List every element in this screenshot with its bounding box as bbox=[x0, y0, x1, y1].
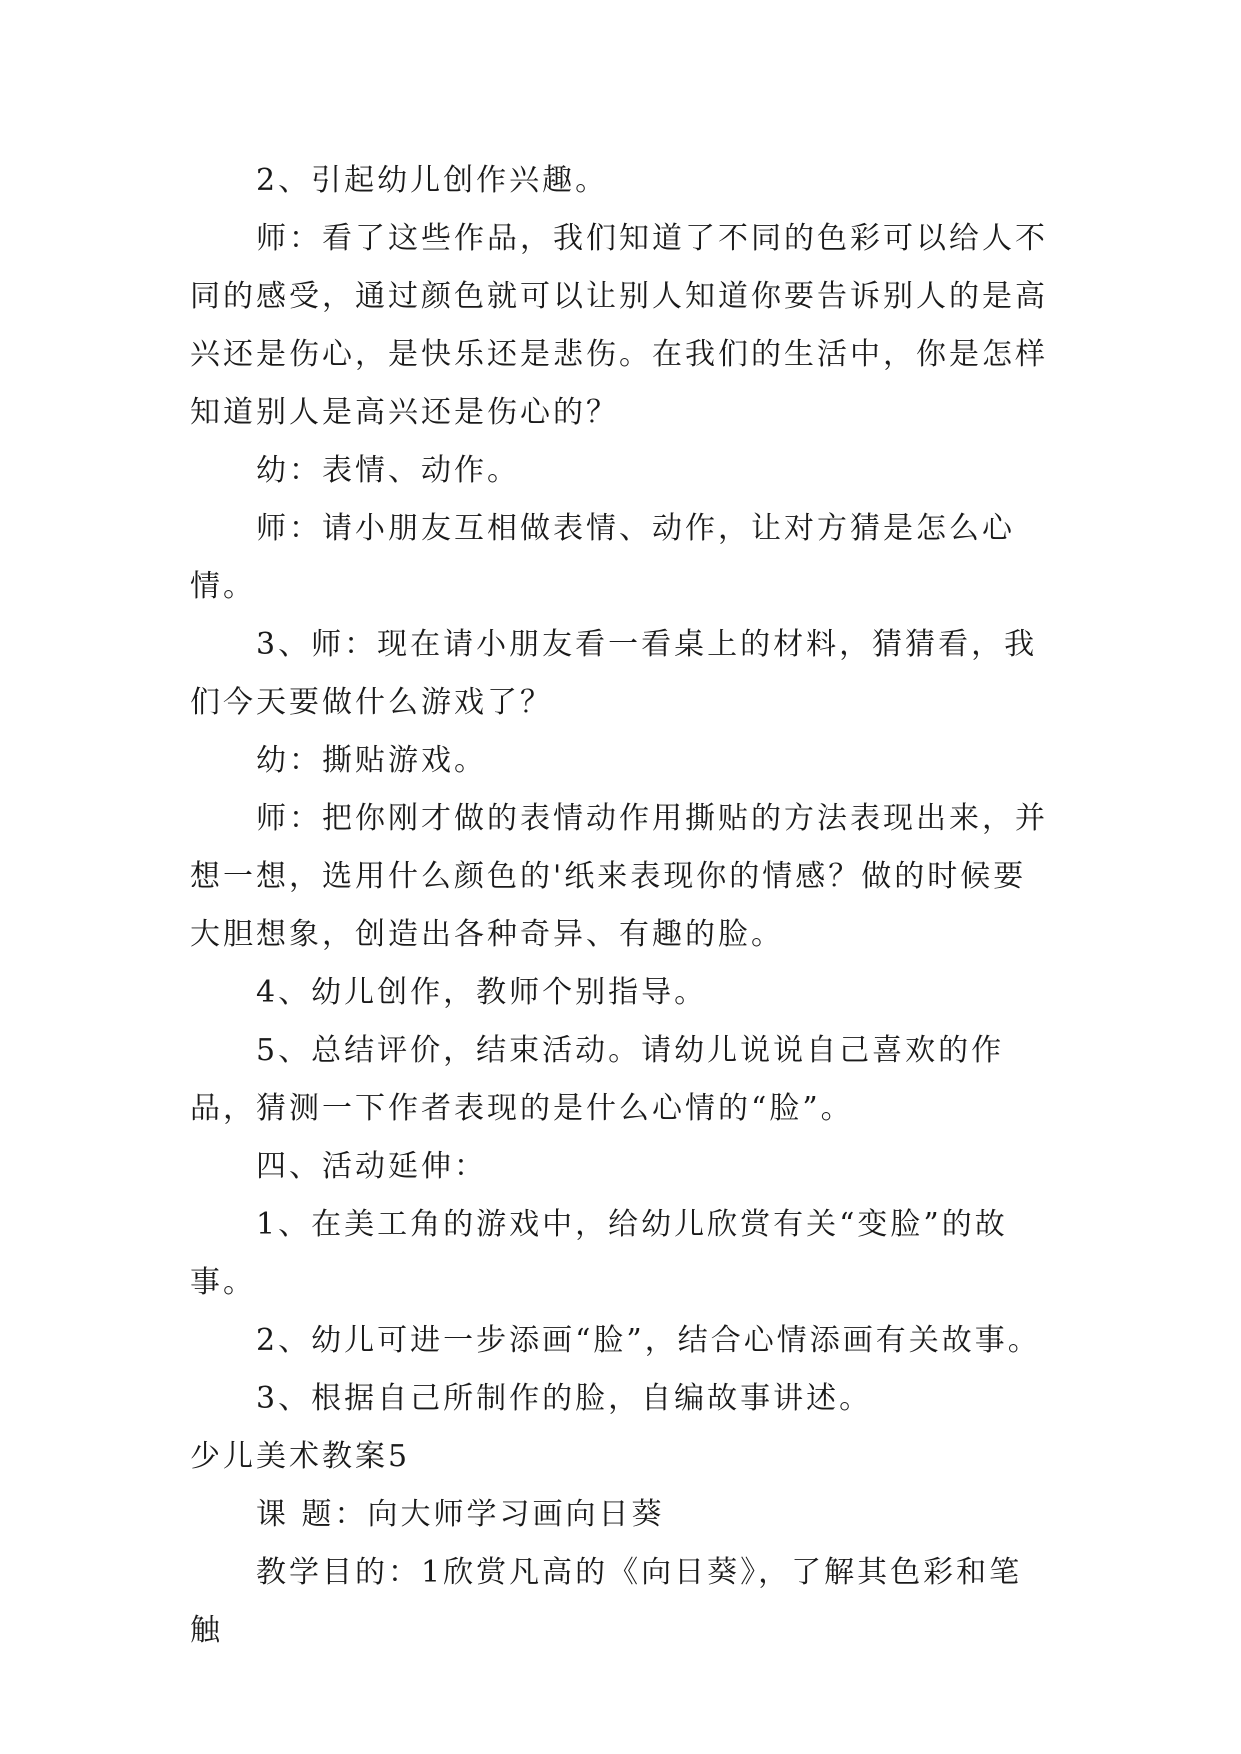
paragraph: 2、引起幼儿创作兴趣。 bbox=[256, 163, 609, 198]
paragraph: 5、总结评价，结束活动。请幼儿说说自己喜欢的作品，猜测一下作者表现的是什么心情的“脸”。 bbox=[190, 1033, 1005, 1126]
paragraph: 师：看了这些作品，我们知道了不同的色彩可以给人不同的感受，通过颜色就可以让别人知道你要告诉别人的是高兴还是伤心，是快乐还是悲伤。在我们的生活中，你是怎样知道别人是高兴还是伤心的？ bbox=[190, 221, 1048, 430]
document-title: 少儿美术教案5 bbox=[190, 1439, 411, 1474]
paragraph: 课 题：向大师学习画向日葵 bbox=[256, 1497, 665, 1532]
paragraph: 幼：撕贴游戏。 bbox=[256, 743, 487, 778]
paragraph: 师：把你刚才做的表情动作用撕贴的方法表现出来，并想一想，选用什么颜色的'纸来表现你的情感？做的时候要大胆想象，创造出各种奇异、有趣的脸。 bbox=[190, 801, 1048, 952]
document-body bbox=[190, 152, 1050, 1660]
paragraph: 3、根据自己所制作的脸，自编故事讲述。 bbox=[256, 1381, 873, 1416]
paragraph: 幼：表情、动作。 bbox=[256, 453, 520, 488]
section-heading: 四、活动延伸： bbox=[256, 1149, 487, 1184]
paragraph: 2、幼儿可进一步添画“脸”，结合心情添画有关故事。 bbox=[256, 1323, 1041, 1358]
paragraph: 4、幼儿创作，教师个别指导。 bbox=[256, 975, 708, 1010]
paragraph: 3、师：现在请小朋友看一看桌上的材料，猜猜看，我们今天要做什么游戏了？ bbox=[190, 627, 1038, 720]
paragraph: 1、在美工角的游戏中，给幼儿欣赏有关“变脸”的故事。 bbox=[190, 1207, 1008, 1300]
paragraph: 教学目的：1欣赏凡高的《向日葵》，了解其色彩和笔触 bbox=[190, 1555, 1023, 1648]
paragraph: 师：请小朋友互相做表情、动作，让对方猜是怎么心情。 bbox=[190, 511, 1015, 604]
